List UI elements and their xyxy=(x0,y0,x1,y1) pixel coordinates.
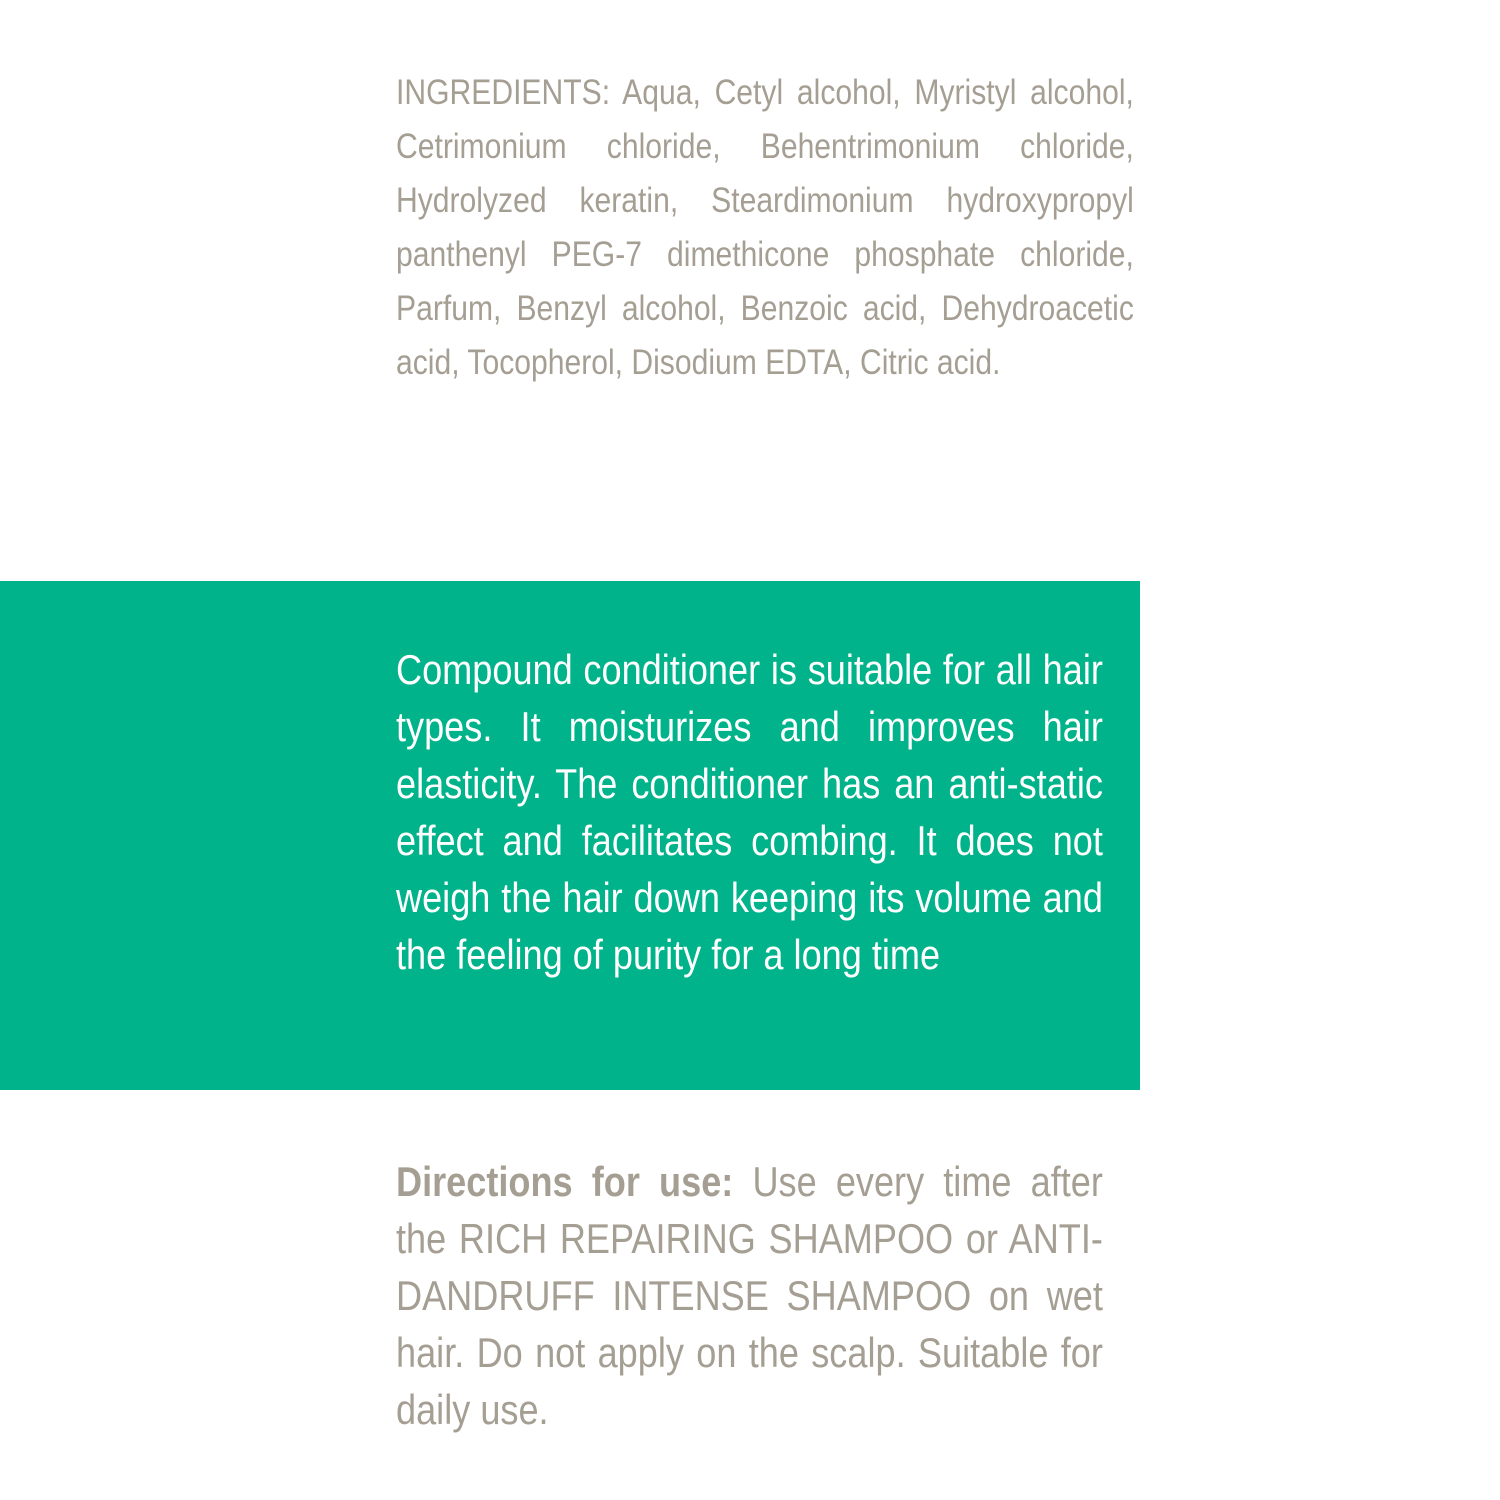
directions-label: Directions for use: xyxy=(396,1158,734,1205)
product-description: Compound conditioner is suitable for all hair types. It moisturizes and improves hair elasticity. The conditioner has an anti-static effect and facilitates combing. It does not weigh the hair down keeping its volume and the feeling of purity for a long time xyxy=(396,646,1103,978)
directions-for-use xyxy=(396,1153,1103,1438)
ingredients-text: INGREDIENTS: Aqua, Cetyl alcohol, Myristyl alcohol, Cetrimonium chloride, Behentrimonium chloride, Hydrolyzed keratin, Steardimonium hydroxypropyl panthenyl PEG-7 dimethicone phosphate chloride, Parfum, Benzyl alcohol, Benzoic acid, Dehydroacetic acid, Tocopherol, Disodium EDTA, Citric acid. xyxy=(396,73,1134,382)
directions-text: Use every time after the RICH REPAIRING SHAMPOO or ANTI-DANDRUFF INTENSE SHAMPOO on wet hair. Do not apply on the scalp. Suitable for daily use. xyxy=(396,1158,1103,1433)
